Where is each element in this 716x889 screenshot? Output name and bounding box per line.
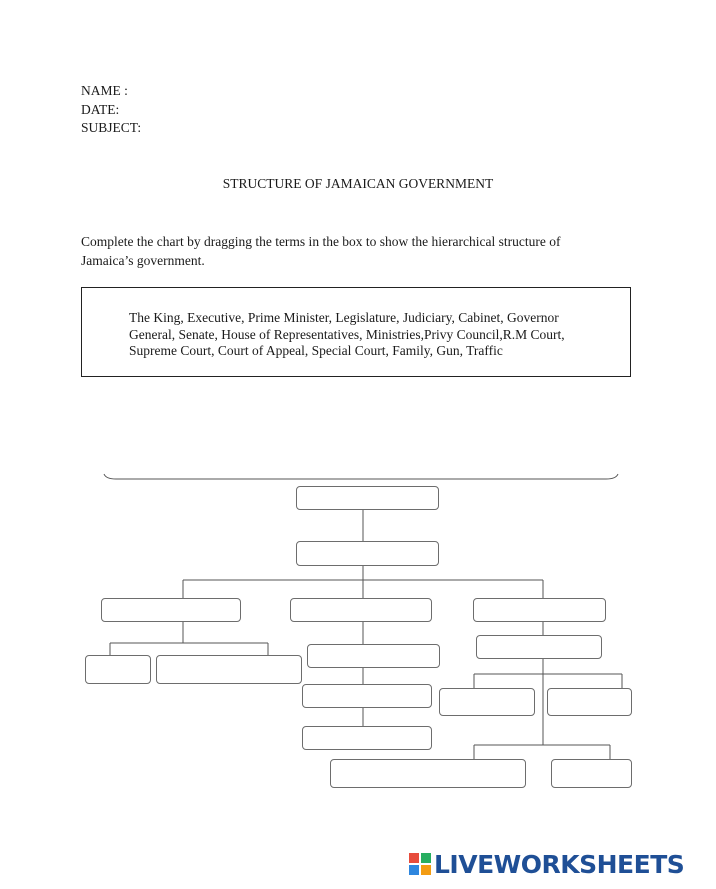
subject-label: SUBJECT: [81, 120, 142, 135]
liveworksheets-logo[interactable] [409, 848, 684, 880]
instructions: Complete the chart by dragging the terms in the box to show the hierarchical structure of Jamaica’s government. [81, 234, 561, 268]
drop-box-left-child-1[interactable] [85, 655, 151, 684]
drop-box-middle-child-2[interactable] [302, 684, 432, 708]
drop-box-left-child-2[interactable] [156, 655, 302, 684]
terms-line: Supreme Court, Court of Appeal, Special Court, Family, Gun, Traffic [129, 343, 503, 358]
drop-box-right-child-1[interactable] [476, 635, 602, 659]
terms-line: The King, Executive, Prime Minister, Legislature, Judiciary, Cabinet, Governor [129, 310, 559, 325]
drop-box-right-grandchild-1[interactable] [439, 688, 535, 716]
liveworksheets-logo-icon [409, 853, 431, 875]
date-label: DATE: [81, 102, 120, 117]
drop-box-middle-child-3[interactable] [302, 726, 432, 750]
terms-line: General, Senate, House of Representatives, Ministries,Privy Council,R.M Court, [129, 326, 565, 342]
drop-box-branch-middle[interactable] [290, 598, 432, 622]
drop-box-level2[interactable] [296, 541, 439, 566]
brand-name: LIVEWORKSHEETS [434, 849, 685, 879]
drop-box-branch-right[interactable] [473, 598, 606, 622]
drop-box-branch-left[interactable] [101, 598, 241, 622]
drop-box-level1[interactable] [296, 486, 439, 510]
drop-box-right-grandchild-2[interactable] [547, 688, 632, 716]
name-label: NAME : [81, 83, 128, 98]
page-title: STRUCTURE OF JAMAICAN GOVERNMENT [222, 176, 494, 191]
drop-box-right-grandchild-3[interactable] [330, 759, 526, 788]
drop-box-middle-child-1[interactable] [307, 644, 440, 668]
drop-box-right-grandchild-4[interactable] [551, 759, 632, 788]
